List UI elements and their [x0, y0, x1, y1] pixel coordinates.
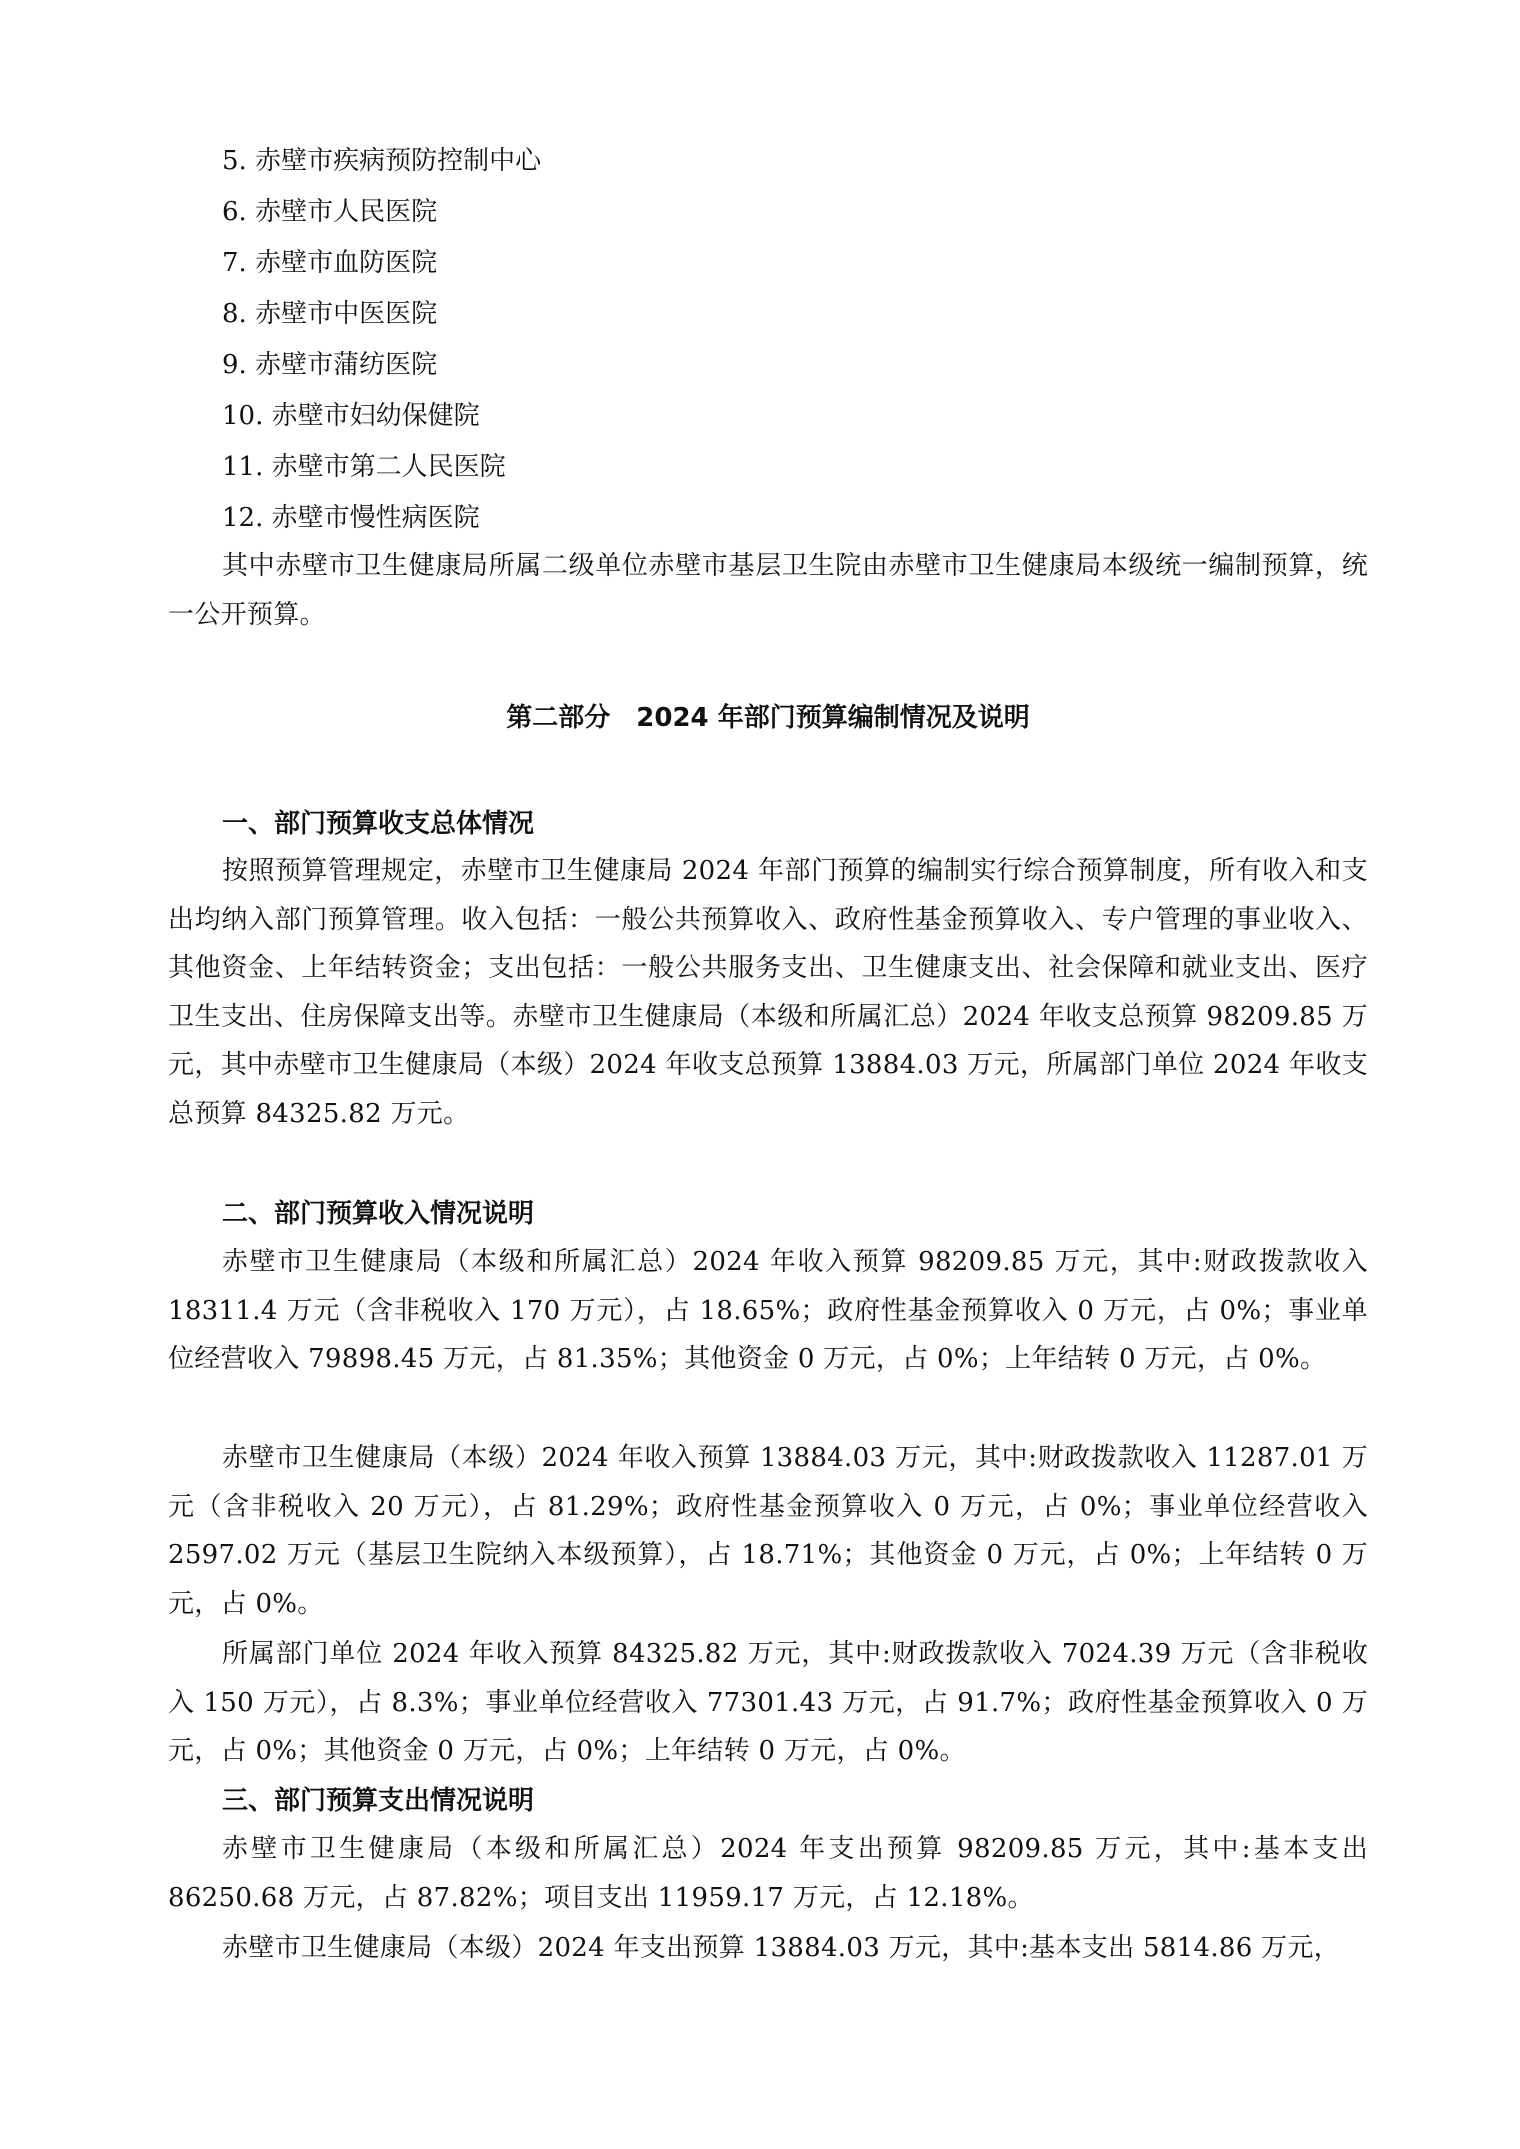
list-item: 9. 赤壁市蒲纺医院: [222, 350, 438, 380]
section-2-paragraph-2: 赤壁市卫生健康局（本级）2024 年收入预算 13884.03 万元，其中:财政拨款收入 11287.01 万元（含非税收入 20 万元），占 81.29%；政府性基金预算收入 0 万元，占 0%；事业单位经营收入 2597.02 万元（基层卫生院纳入本级预算），占 18.71%；其他资金 0 万元，占 0%；上年结转 0 万元，占 0%。: [168, 1443, 1368, 1619]
part-title: 第二部分 2024 年部门预算编制情况及说明: [506, 703, 1030, 733]
section-1-body: 按照预算管理规定，赤壁市卫生健康局 2024 年部门预算的编制实行综合预算制度，所有收入和支出均纳入部门预算管理。收入包括：一般公共预算收入、政府性基金预算收入、专户管理的事业收入、其他资金、上年结转资金；支出包括：一般公共服务支出、卫生健康支出、社会保障和就业支出、医疗卫生支出、住房保障支出等。赤壁市卫生健康局（本级和所属汇总）2024 年收支总预算 98209.85 万元，其中赤壁市卫生健康局（本级）2024 年收支总预算 13884.03 万元，所属部门单位 2024 年收支总预算 84325.82 万元。: [168, 856, 1368, 1129]
section-2-heading: 二、部门预算收入情况说明: [222, 1199, 535, 1229]
affiliated-units-list: [222, 136, 1372, 544]
list-item: 6. 赤壁市人民医院: [222, 197, 438, 227]
section-2-paragraph-3: 所属部门单位 2024 年收入预算 84325.82 万元，其中:财政拨款收入 7024.39 万元（含非税收入 150 万元），占 8.3%；事业单位经营收入 77301.43 万元，占 91.7%；政府性基金预算收入 0 万元，占 0%；其他资金 0 万元，占 0%；上年结转 0 万元，占 0%。: [168, 1639, 1368, 1766]
list-item: 5. 赤壁市疾病预防控制中心: [222, 146, 542, 176]
list-item: 11. 赤壁市第二人民医院: [222, 452, 506, 482]
section-3-paragraph-1: 赤壁市卫生健康局（本级和所属汇总）2024 年支出预算 98209.85 万元，其中:基本支出 86250.68 万元，占 87.82%；项目支出 11959.17 万元，占 12.18%。: [168, 1834, 1368, 1913]
list-item: 8. 赤壁市中医医院: [222, 299, 438, 329]
section-2-paragraph-1: 赤壁市卫生健康局（本级和所属汇总）2024 年收入预算 98209.85 万元，其中:财政拨款收入 18311.4 万元（含非税收入 170 万元），占 18.65%；政府性基金预算收入 0 万元，占 0%；事业单位经营收入 79898.45 万元，占 81.35%；其他资金 0 万元，占 0%；上年结转 0 万元，占 0%。: [168, 1247, 1368, 1374]
section-1-heading: 一、部门预算收支总体情况: [222, 809, 535, 839]
section-3-paragraph-2: 赤壁市卫生健康局（本级）2024 年支出预算 13884.03 万元，其中:基本支出 5814.86 万元，: [222, 1933, 1341, 1963]
intro-note-paragraph: 其中赤壁市卫生健康局所属二级单位赤壁市基层卫生院由赤壁市卫生健康局本级统一编制预算，统一公开预算。: [168, 551, 1368, 630]
section-3-heading: 三、部门预算支出情况说明: [222, 1786, 535, 1816]
list-item: 12. 赤壁市慢性病医院: [222, 503, 480, 533]
list-item: 7. 赤壁市血防医院: [222, 248, 438, 278]
list-item: 10. 赤壁市妇幼保健院: [222, 401, 480, 431]
